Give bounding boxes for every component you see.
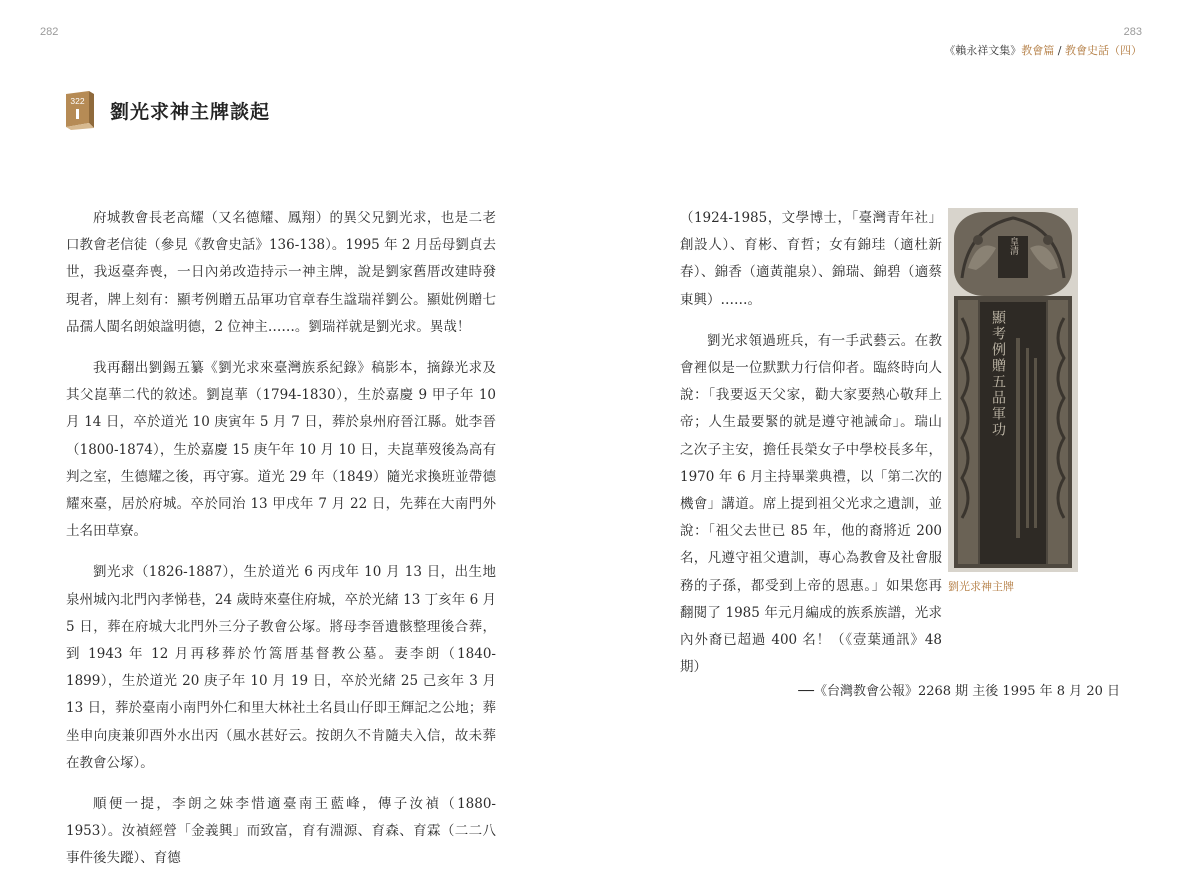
source-citation: ──《台灣教會公報》2268 期 主後 1995 年 8 月 20 日 bbox=[798, 684, 1120, 699]
paragraph: （1924-1985，文學博士，「臺灣青年社」創設人）、育彬、育哲；女有錦珪（適杜新春）、錦香（適黃龍泉）、錦瑞、錦碧（適蔡東興）……。 bbox=[680, 210, 942, 308]
page-number-left: 282 bbox=[40, 26, 59, 38]
right-column-text bbox=[680, 205, 942, 695]
paragraph: 劉光求（1826-1887），生於道光 6 丙戌年 10 月 13 日，出生地泉州城內北門內孝悌巷，24 歲時來臺住府城，卒於光緒 13 丁亥年 6 月 5 日，葬在府城大北門外三分子教會公塚。將母李晉遺骸整理後合葬，到 1943 年 12 月再移葬於竹篙厝基督教公墓。妻李朗（1840-1899），生於道光 20 庚子年 10 月 19 日，卒於光緒 25 己亥年 3 月 13 日，葬於臺南小南門外仁和里大林社土名員山仔即王輝記之公地；葬坐申向庚兼卯酉外水出丙（風水甚好云。按朗久不肯隨夫入信，故未葬在教會公塚）。 bbox=[66, 564, 496, 771]
paragraph: 府城教會長老高耀（又名德耀、鳳翔）的異父兄劉光求，也是二老口教會老信徒（參見《教會史話》136-138）。1995 年 2 月岳母劉貞去世，我返臺奔喪，一日內弟改造持示一神主牌，說是劉家舊厝改建時發現者，牌上刻有：顯考例贈五品軍功官章春生諡瑞祥劉公。顯妣例贈七品孺人閩名朗娘諡明德，2 位神主……。劉瑞祥就是劉光求。異哉！ bbox=[66, 210, 496, 335]
figure-caption: 劉光求神主牌 bbox=[948, 581, 1014, 593]
header-separator: / bbox=[1057, 44, 1062, 57]
chapter-number: 322 bbox=[70, 96, 85, 106]
spirit-tablet-photo bbox=[948, 208, 1078, 572]
book-icon bbox=[64, 90, 98, 130]
tablet-main-text: 顯考例贈五品軍功 bbox=[990, 310, 1006, 438]
tablet-top-text: 皇清 bbox=[1008, 237, 1018, 255]
paragraph: 劉光求領過班兵，有一手武藝云。在教會裡似是一位默默力行信仰者。臨終時向人說：「我要返天父家，勸大家要熱心敬拜上帝；人生最要緊的就是遵守祂誡命」。瑞山之次子主安，擔任長榮女子中學校長多年，1970 年 6 月主持畢業典禮，以「第二次的機會」講道。席上提到祖父光求之遺訓，並說：「祖父去世已 85 年，他的裔將近 200 名，凡遵守祖父遺訓，專心為教會及社會服務的子孫，都受到上帝的恩惠。」如果您再翻閱了 1985 年元月編成的族系族譜，光求內外裔已超過 400 名！（《壹葉通訊》48 期） bbox=[680, 332, 942, 676]
chapter-heading bbox=[64, 90, 270, 130]
paragraph: 順便一提，李朗之妹李惜適臺南王藍峰，傳子汝禎（1880-1953）。汝禎經營「金義興」而致富，育有淵源、育森、育霖（二二八事件後失蹤）、育德 bbox=[66, 796, 496, 867]
running-header bbox=[944, 42, 1142, 58]
header-section: 教會篇 bbox=[1021, 44, 1055, 57]
paragraph: 我再翻出劉錫五纂《劉光求來臺灣族系紀錄》稿影本，摘錄光求及其父崑華二代的敘述。劉崑華（1794-1830），生於嘉慶 9 甲子年 10 月 14 日，卒於道光 10 庚寅年 5 月 7 日，葬於泉州府晉江縣。妣李晉（1800-1874），生於嘉慶 15 庚午年 10 月 10 日，夫崑華歿後為高有判之室，生德耀之後，再守寡。道光 29 年（1849）隨光求換班並帶德耀來臺，居於府城。卒於同治 13 甲戌年 7 月 22 日，先葬在大南門外土名田草寮。 bbox=[66, 360, 496, 540]
chapter-title: 劉光求神主牌談起 bbox=[110, 100, 271, 123]
page-number-right: 283 bbox=[1123, 26, 1142, 38]
header-book-title: 《賴永祥文集》 bbox=[944, 44, 1022, 57]
header-subsection: 教會史話（四） bbox=[1065, 44, 1142, 57]
left-column-text bbox=[66, 205, 496, 887]
